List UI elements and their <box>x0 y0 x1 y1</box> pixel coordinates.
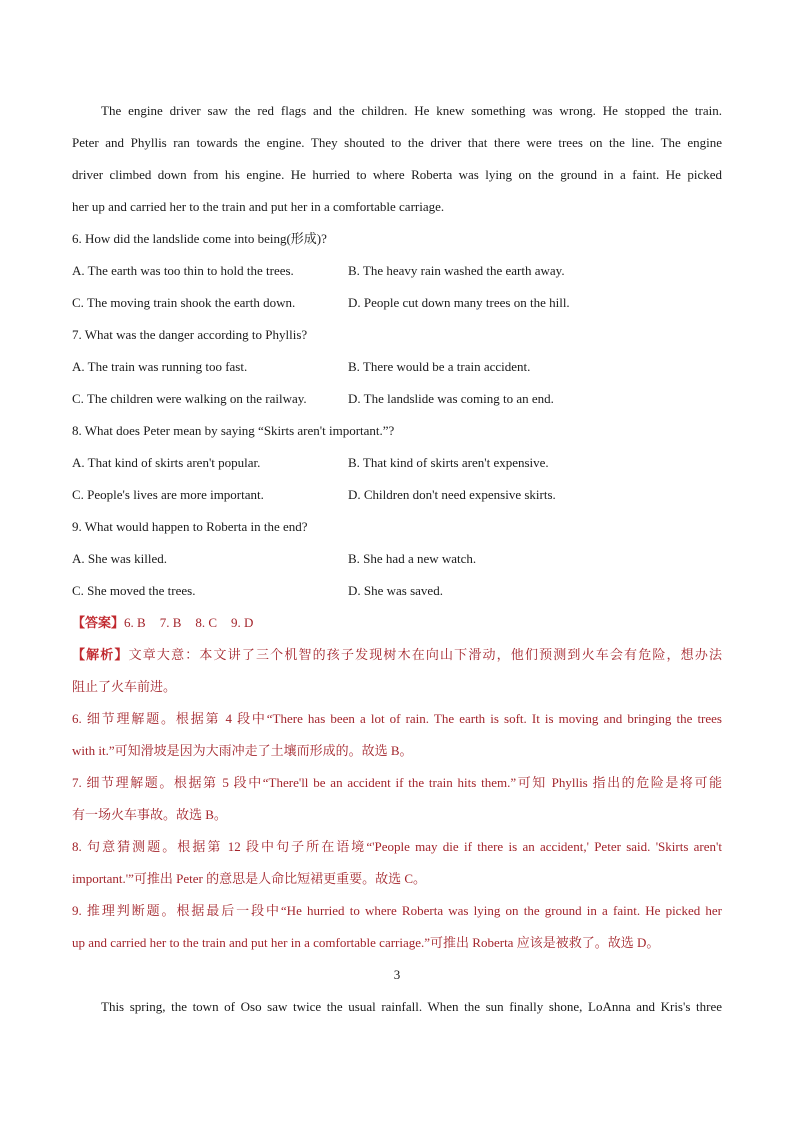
option-a: A. The earth was too thin to hold the trees. <box>72 263 294 278</box>
passage-line: The engine driver saw the red flags and the children. He knew something was wrong. He stopped the train. <box>101 103 722 118</box>
option-c: C. She moved the trees. <box>72 583 196 598</box>
next-passage-line: This spring, the town of Oso saw twice the usual rainfall. When the sun finally shone, LoAnna and Kris's three <box>101 999 722 1014</box>
question-stem: 9. What would happen to Roberta in the end? <box>72 519 308 534</box>
analysis-item-6-cont: with it.”可知滑坡是因为大雨冲走了土壤而形成的。故选 B。 <box>72 743 413 758</box>
answer-line <box>72 607 722 639</box>
option-b: B. There would be a train accident. <box>348 359 531 374</box>
question-stem: 8. What does Peter mean by saying “Skirts aren't important.”? <box>72 423 395 438</box>
option-a: A. That kind of skirts aren't popular. <box>72 455 261 470</box>
answer-item: 7. B <box>159 615 182 630</box>
analysis-item-8: 8. 句意猜测题。根据第 12 段中句子所在语境“'People may die if there is an accident,' Peter said. 'Skirts aren't <box>72 839 722 854</box>
question-9 <box>72 511 722 607</box>
analysis-item-9-cont: up and carried her to the train and put her in a comfortable carriage.”可推出 Roberta 应该是被救了。故选 D。 <box>72 935 660 950</box>
analysis-item-8-cont: important.'”可推出 Peter 的意思是人命比短裙更重要。故选 C。 <box>72 871 427 886</box>
answer-item: 9. D <box>231 615 254 630</box>
question-6 <box>72 223 722 319</box>
option-b: B. She had a new watch. <box>348 551 477 566</box>
analysis-label: 【解析】 <box>72 647 129 662</box>
analysis-item-6: 6. 细节理解题。根据第 4 段中“There has been a lot of rain. The earth is soft. It is moving and bringing the trees <box>72 711 722 726</box>
question-stem: 6. How did the landslide come into being(形成)? <box>72 231 327 246</box>
passage-line: Peter and Phyllis ran towards the engine. They shouted to the driver that there were trees on the line. The engine <box>72 135 722 150</box>
answer-label: 【答案】 <box>72 615 125 630</box>
answer-item: 6. B <box>124 615 146 630</box>
passage-line: driver climbed down from his engine. He hurried to where Roberta was lying on the ground in a faint. He picked <box>72 167 722 182</box>
analysis-item-9: 9. 推理判断题。根据最后一段中“He hurried to where Roberta was lying on the ground in a faint. He picked her <box>72 903 722 918</box>
section-number: 3 <box>393 967 401 982</box>
analysis-item-7-cont: 有一场火车事故。故选 B。 <box>72 807 227 822</box>
option-d: D. She was saved. <box>348 583 443 598</box>
option-a: A. The train was running too fast. <box>72 359 248 374</box>
option-b: B. That kind of skirts aren't expensive. <box>348 455 549 470</box>
option-d: D. People cut down many trees on the hill. <box>348 295 570 310</box>
analysis-item-7: 7. 细节理解题。根据第 5 段中“There'll be an accident if the train hits them.”可知 Phyllis 指出的危险是将可能 <box>72 775 722 790</box>
analysis-summary: 文章大意：本文讲了三个机智的孩子发现树木在向山下滑动，他们预测到火车会有危险，想办法 <box>128 647 722 662</box>
analysis-summary: 阻止了火车前进。 <box>72 679 177 694</box>
option-c: C. People's lives are more important. <box>72 487 264 502</box>
answer-item: 8. C <box>195 615 218 630</box>
page-content <box>72 95 722 1023</box>
option-c: C. The children were walking on the railway. <box>72 391 307 406</box>
option-b: B. The heavy rain washed the earth away. <box>348 263 565 278</box>
option-d: D. The landslide was coming to an end. <box>348 391 554 406</box>
question-stem: 7. What was the danger according to Phyllis? <box>72 327 308 342</box>
option-c: C. The moving train shook the earth down. <box>72 295 296 310</box>
question-8 <box>72 415 722 511</box>
passage-paragraph <box>72 95 722 223</box>
analysis-section <box>72 639 722 959</box>
option-d: D. Children don't need expensive skirts. <box>348 487 556 502</box>
question-7 <box>72 319 722 415</box>
option-a: A. She was killed. <box>72 551 167 566</box>
passage-line: her up and carried her to the train and put her in a comfortable carriage. <box>72 199 445 214</box>
